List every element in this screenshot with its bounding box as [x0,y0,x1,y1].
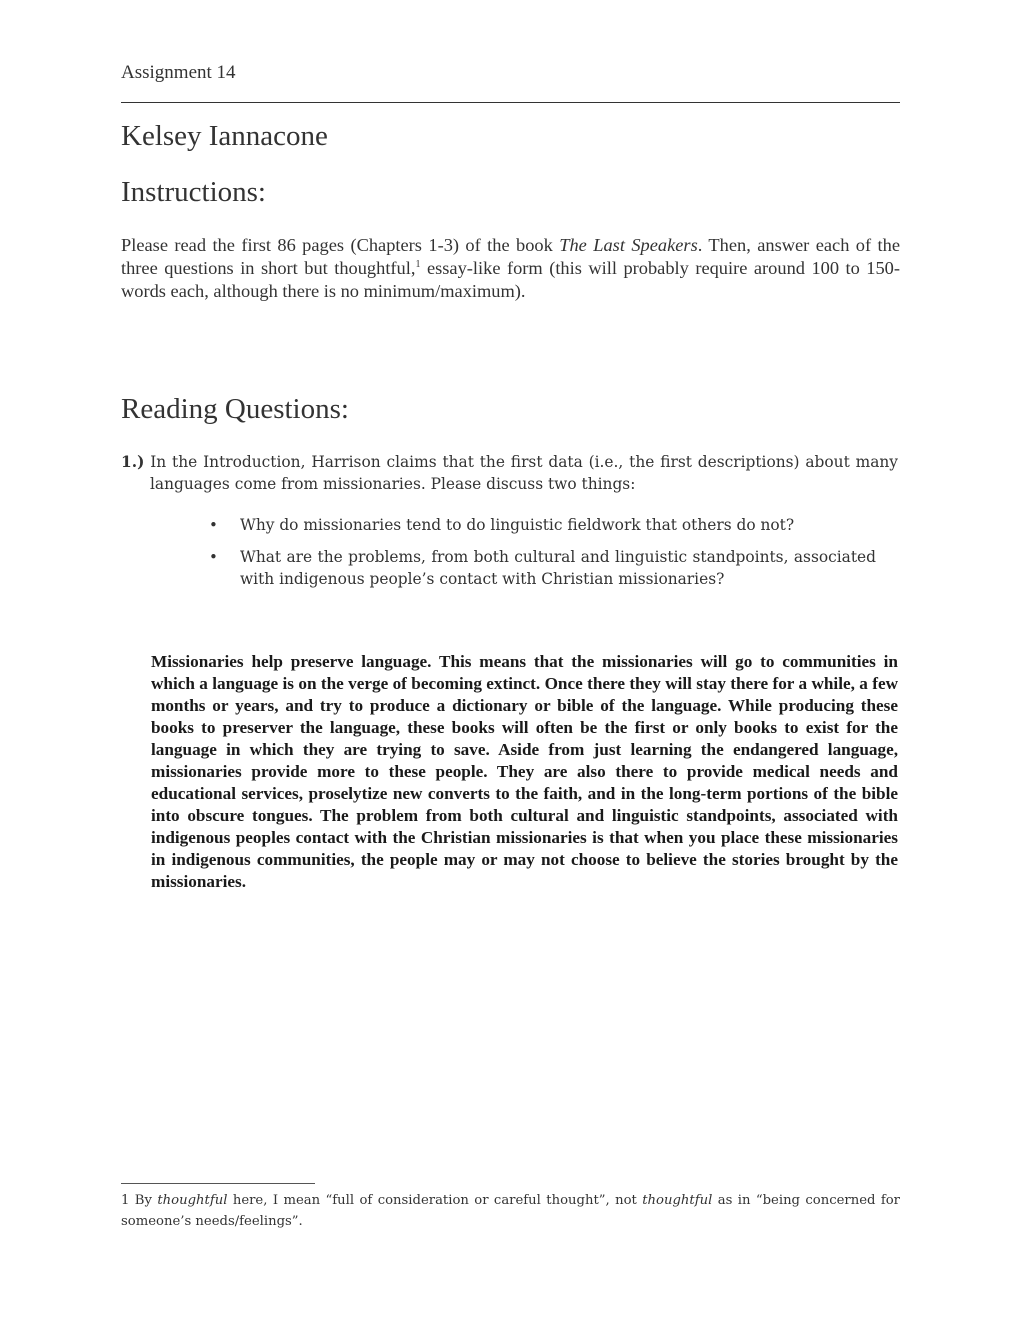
list-item [206,546,876,590]
instructions-text-end: essay-like form (this will probably require around 100 to 150-words each, although there is no minimum/maximum). [121,258,901,301]
instructions-heading: Instructions: [121,176,266,208]
bullet-icon: • [209,516,218,534]
footnote-text: here, I mean “full of consideration or careful thought”, not [227,1193,643,1208]
footnote-text: as in “being concerned for someone’s needs/feelings”. [121,1193,900,1229]
footnote-emphasis: thoughtful [157,1193,228,1208]
footnote-reference[interactable]: 1 [415,258,421,270]
footnote-divider [121,1183,315,1184]
footnote [121,1190,900,1232]
footnote-text: By [129,1193,158,1208]
instructions-paragraph [121,234,900,303]
header-divider [121,102,900,103]
book-title: The Last Speakers [559,235,698,255]
bullet-text: What are the problems, from both cultural and linguistic standpoints, associated with indigenous people’s contact with Christian missionaries? [240,548,876,588]
answer-paragraph: Missionaries help preserve language. This means that the missionaries will go to communities in which a language is on the verge of becoming extinct. Once there they will stay there for a while, a few months or years, and try to produce a dictionary or bible of the language. While producing these books to preserver the language, these books will often be the first or only books to exist for the language in which they are trying to save. Aside from just learning the endangered language, missionaries provide more to these people. They are also there to provide medical needs and educational services, proselytize new converts to the faith, and in the long-term portions of the bible into obscure tongues. The problem from both cultural and linguistic standpoints, associated with indigenous peoples contact with the Christian missionaries is that when you place these missionaries in indigenous communities, the people may or may not choose to believe the stories brought by the missionaries. [151,652,898,891]
instructions-text-start: Please read the first 86 pages (Chapters 1-3) of the book [121,235,560,255]
reading-questions-heading: Reading Questions: [121,393,349,425]
footnote-number: 1 [121,1193,130,1208]
list-item [206,514,876,536]
instructions-text-middle: . Then, answer each of the three questions in short but thoughtful, [121,235,901,278]
question-bullet-list [206,514,876,600]
footnote-emphasis: thoughtful [642,1193,713,1208]
bullet-icon: • [209,548,218,566]
bullet-text: Why do missionaries tend to do linguistic fieldwork that others do not? [240,516,795,534]
question-text: In the Introduction, Harrison claims that the first data (i.e., the first descriptions) about many languages come from missionaries. Please discuss two things: [150,453,898,493]
question-1 [121,451,898,495]
assignment-header: Assignment 14 [121,62,236,83]
author-name: Kelsey Iannacone [121,120,328,152]
question-number: 1.) [121,453,145,471]
